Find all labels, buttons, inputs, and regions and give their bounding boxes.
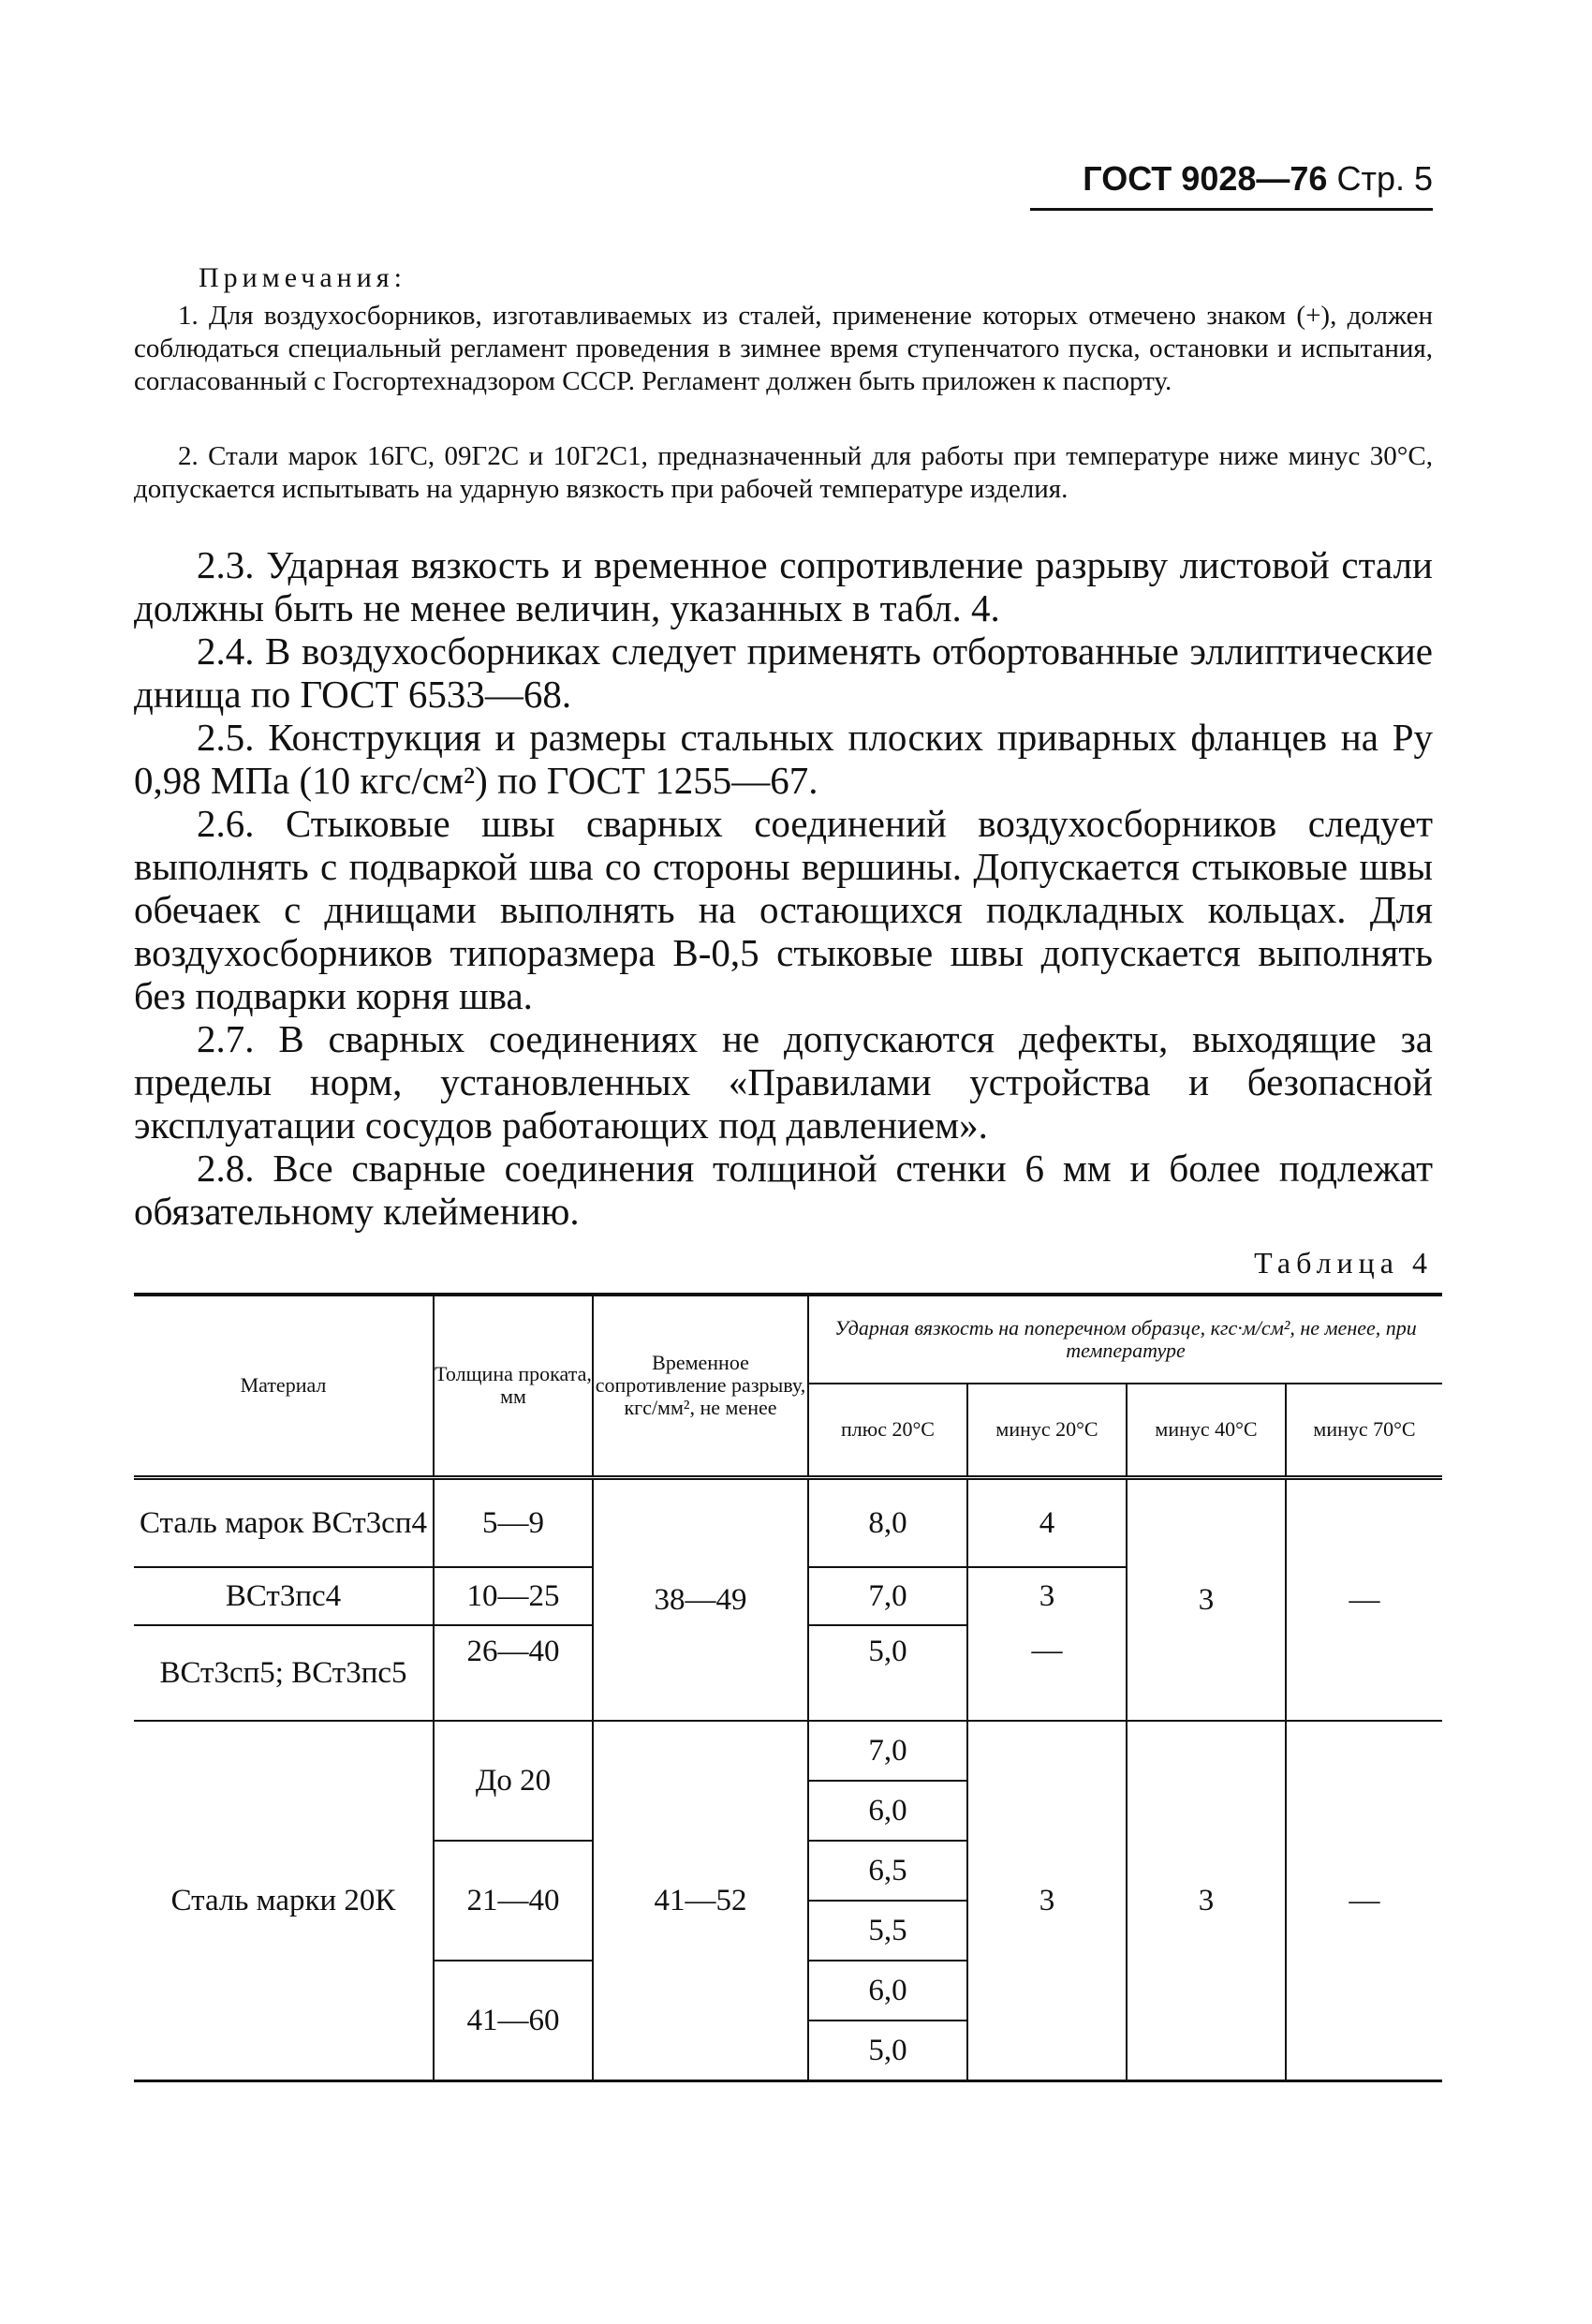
note-1: 1. Для воздухосборников, изготавливаемых из сталей, применение которых отмечено знаком (+), должен соблюдаться специальный регламент проведения в зимнее время ступенчатого пуска, остановки и испытания, согласованный с Госгортехнадзором СССР. Регламент должен быть приложен к паспорту. (134, 301, 1433, 396)
header-impact: Ударная вязкость на поперечном образце, кгс·м/см², не менее, при температуре (808, 1295, 1442, 1384)
thickness-cell: 41—60 (434, 1961, 593, 2081)
impact-plus20-cell: 7,0 (808, 1567, 967, 1625)
impact-minus40-cell: 3 (1127, 1721, 1286, 2081)
header-minus20: минус 20°С (967, 1384, 1127, 1477)
impact-minus70-cell: — (1286, 1721, 1442, 2081)
paragraph-2-4: 2.4. В воздухосборниках следует применять отбортованные эллиптические днища по ГОСТ 6533—68. (134, 629, 1433, 716)
table-caption: Таблица 4 (1254, 1246, 1433, 1280)
header-rule (1030, 208, 1433, 211)
notes-title: Примечания: (199, 262, 406, 293)
thickness-cell: 21—40 (434, 1841, 593, 1961)
impact-plus20-cell: 5,5 (808, 1901, 967, 1961)
impact-minus70-cell: — (1286, 1477, 1442, 1721)
header-minus70: минус 70°С (1286, 1384, 1442, 1477)
page-number: Стр. 5 (1336, 159, 1433, 198)
impact-plus20-cell: 8,0 (808, 1477, 967, 1567)
impact-minus40-cell: 3 (1127, 1477, 1286, 1721)
material-cell: ВСт3пс4 (134, 1567, 434, 1625)
header-minus40: минус 40°С (1127, 1384, 1286, 1477)
impact-plus20-cell: 5,0 (868, 2033, 907, 2067)
paragraph-2-6: 2.6. Стыковые швы сварных соединений воздухосборников следует выполнять с подваркой шва со стороны вершины. Допускается стыковые швы обечаек с днищами выполнять на остающихся подкладных кольцах. Для воздухосборников типоразмера В-0,5 стыковые швы допускается выполнять без подварки корня шва. (134, 802, 1433, 1017)
thickness-cell: 5—9 (434, 1477, 593, 1567)
header-plus20: плюс 20°С (808, 1384, 967, 1477)
material-cell: ВСт3сп5; ВСт3пс5 (134, 1625, 434, 1721)
impact-plus20-cell: 6,0 (808, 1781, 967, 1841)
tensile-cell: 38—49 (593, 1477, 808, 1721)
paragraph-2-7: 2.7. В сварных соединениях не допускаются дефекты, выходящие за пределы норм, установленных «Правилами устройства и безопасной эксплуатации сосудов работающих под давлением». (134, 1017, 1433, 1147)
thickness-cell: 10—25 (434, 1567, 593, 1625)
header-thickness: Толщина проката, мм (434, 1295, 593, 1477)
note-2: 2. Стали марок 16ГС, 09Г2С и 10Г2С1, предназначенный для работы при температуре ниже минус 30°С, допускается испытывать на ударную вязкость при рабочей температуре изделия. (134, 441, 1433, 504)
tensile-cell: 41—52 (593, 1721, 808, 2081)
paragraph-2-8: 2.8. Все сварные соединения толщиной стенки 6 мм и более подлежат обязательному клеймению. (134, 1147, 1433, 1233)
impact-minus20-cell: 3 (967, 1567, 1127, 1625)
impact-plus20-cell: 6,0 (808, 1961, 967, 2021)
impact-plus20-cell: 7,0 (808, 1721, 967, 1781)
impact-plus20-cell: 6,5 (808, 1841, 967, 1901)
paragraph-2-3: 2.3. Ударная вязкость и временное сопротивление разрыву листовой стали должны быть не менее величин, указанных в табл. 4. (134, 543, 1433, 629)
thickness-cell: До 20 (434, 1721, 593, 1841)
impact-minus20-cell: 4 (967, 1477, 1127, 1567)
standard-number: ГОСТ 9028—76 (1083, 159, 1328, 198)
page-header (1030, 159, 1433, 199)
material-cell: Сталь марок ВСт3сп4 (134, 1477, 434, 1567)
impact-plus20-cell: 5,0 (808, 1625, 967, 1721)
table-4 (134, 1293, 1442, 2082)
impact-minus20-cell: — (967, 1625, 1127, 1721)
thickness-cell: 26—40 (434, 1625, 593, 1721)
header-material: Материал (134, 1295, 434, 1477)
paragraph-2-5: 2.5. Конструкция и размеры стальных плоских приварных фланцев на Pу 0,98 МПа (10 кгс/см²) по ГОСТ 1255—67. (134, 716, 1433, 802)
header-tensile: Временное сопротивление разрыву, кгс/мм², не менее (593, 1295, 808, 1477)
material-cell: Сталь марки 20К (134, 1721, 434, 2081)
impact-minus20-cell: 3 (967, 1721, 1127, 2081)
